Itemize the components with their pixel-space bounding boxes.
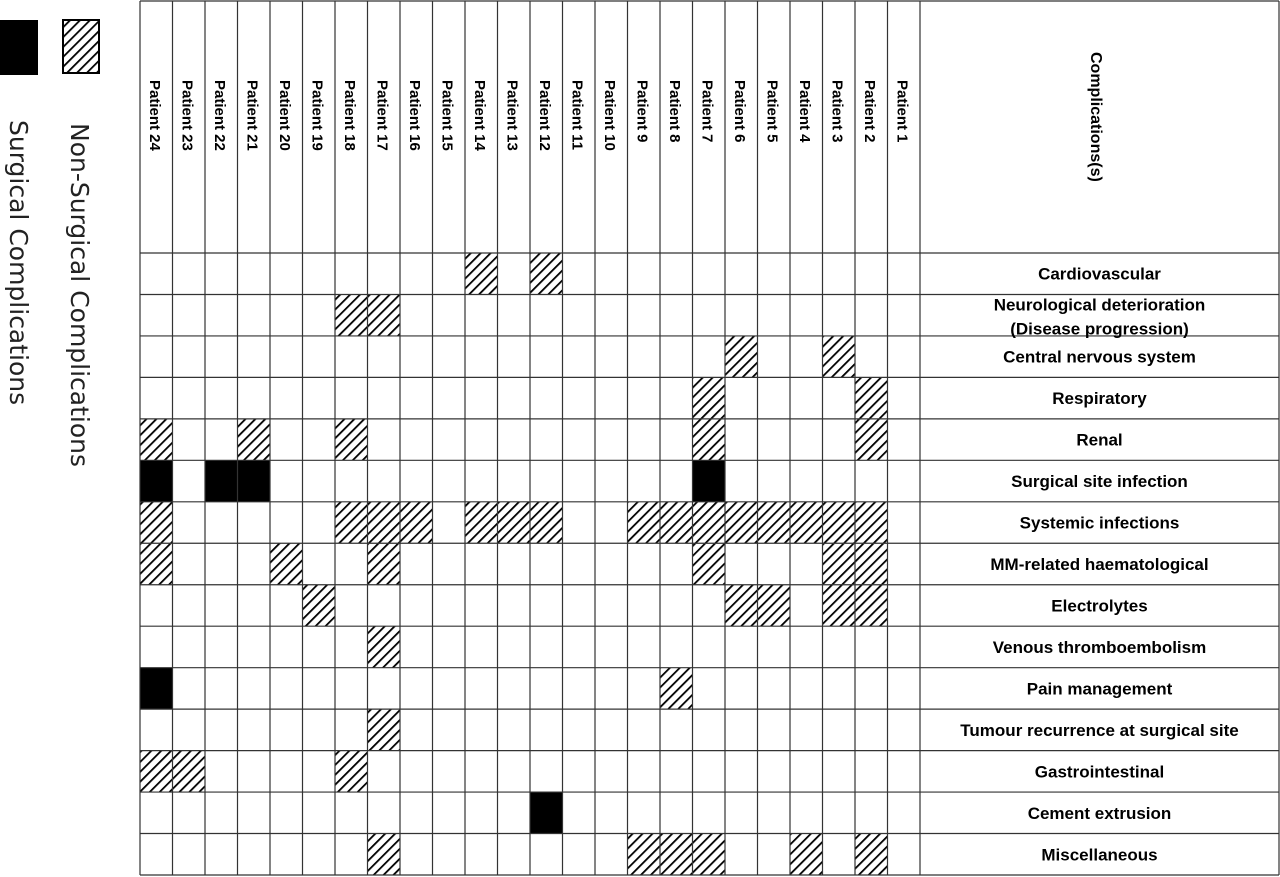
cell-surgical xyxy=(693,460,726,501)
cell-non-surgical xyxy=(823,502,856,543)
row-label: Tumour recurrence at surgical site xyxy=(960,720,1239,740)
row-label: Cement extrusion xyxy=(1027,803,1172,823)
patient-label: Patient 17 xyxy=(373,80,391,151)
patient-label: Patient 23 xyxy=(178,80,196,151)
cell-non-surgical xyxy=(530,502,563,543)
cell-non-surgical xyxy=(368,626,401,667)
cell-non-surgical xyxy=(238,419,271,460)
cell-non-surgical xyxy=(823,585,856,626)
row-label: Pain management xyxy=(1026,679,1173,699)
cell-non-surgical xyxy=(855,543,888,584)
cell-surgical xyxy=(238,460,271,501)
cell-non-surgical xyxy=(400,502,433,543)
cell-surgical xyxy=(205,460,238,501)
cell-non-surgical xyxy=(465,253,498,294)
row-label: Cardiovascular xyxy=(1038,264,1161,284)
cell-non-surgical xyxy=(173,751,206,792)
cell-non-surgical xyxy=(855,502,888,543)
row-label: Miscellaneous xyxy=(1041,845,1158,865)
cell-non-surgical xyxy=(335,502,368,543)
patient-label: Patient 12 xyxy=(536,80,553,151)
patient-label: Patient 21 xyxy=(243,80,261,151)
row-label: Neurological deterioration (Disease progression) xyxy=(993,295,1206,339)
cell-surgical xyxy=(140,668,173,709)
cell-non-surgical xyxy=(725,502,758,543)
cell-non-surgical xyxy=(758,502,791,543)
cell-non-surgical xyxy=(855,834,888,875)
cell-non-surgical xyxy=(725,585,758,626)
legend-swatch-non-surgical xyxy=(63,20,99,73)
patient-label: Patient 1 xyxy=(893,80,911,143)
cell-non-surgical xyxy=(368,502,401,543)
patient-label: Patient 14 xyxy=(471,80,488,151)
patient-label: Patient 15 xyxy=(438,80,456,151)
cell-non-surgical xyxy=(368,294,401,335)
grid-cells xyxy=(140,253,888,875)
cell-non-surgical xyxy=(628,834,661,875)
patient-label: Patient 24 xyxy=(146,80,163,151)
cell-non-surgical xyxy=(855,377,888,418)
row-labels xyxy=(960,265,1238,865)
cell-non-surgical xyxy=(628,502,661,543)
patient-label: Patient 5 xyxy=(763,80,781,143)
cell-non-surgical xyxy=(693,502,726,543)
cell-non-surgical xyxy=(270,543,303,584)
row-label: Renal xyxy=(1076,430,1123,450)
cell-non-surgical xyxy=(758,585,791,626)
patient-labels xyxy=(146,80,911,152)
row-label: Electrolytes xyxy=(1051,596,1148,616)
patient-label: Patient 7 xyxy=(698,80,716,143)
cell-non-surgical xyxy=(140,543,173,584)
patient-label: Patient 22 xyxy=(211,80,228,151)
cell-non-surgical xyxy=(465,502,498,543)
cell-non-surgical xyxy=(660,668,693,709)
cell-non-surgical xyxy=(368,543,401,584)
patient-label: Patient 9 xyxy=(633,80,651,143)
cell-non-surgical xyxy=(303,585,336,626)
patient-label: Patient 19 xyxy=(308,80,326,151)
row-label: Surgical site infection xyxy=(1011,472,1188,492)
cell-non-surgical xyxy=(823,543,856,584)
patient-label: Patient 3 xyxy=(828,80,846,143)
cell-non-surgical xyxy=(660,502,693,543)
row-label: Central nervous system xyxy=(1003,347,1196,367)
cell-non-surgical xyxy=(335,419,368,460)
patient-label: Patient 11 xyxy=(568,80,586,151)
cell-non-surgical xyxy=(530,253,563,294)
legend-label-surgical: Surgical Complications xyxy=(4,120,33,406)
cell-non-surgical xyxy=(790,502,823,543)
row-label: Venous thromboembolism xyxy=(992,637,1207,657)
cell-non-surgical xyxy=(855,585,888,626)
cell-non-surgical xyxy=(140,419,173,460)
cell-non-surgical xyxy=(693,543,726,584)
patient-label: Patient 10 xyxy=(601,80,618,151)
cell-non-surgical xyxy=(855,419,888,460)
patient-label: Patient 8 xyxy=(666,80,683,143)
cell-non-surgical xyxy=(140,502,173,543)
cell-non-surgical xyxy=(725,336,758,377)
cell-surgical xyxy=(530,792,563,833)
cell-non-surgical xyxy=(335,751,368,792)
row-label: MM-related haematological xyxy=(990,555,1209,574)
cell-non-surgical xyxy=(823,336,856,377)
patient-label: Patient 6 xyxy=(731,80,748,143)
patient-label: Patient 16 xyxy=(406,80,423,151)
legend-swatch-surgical xyxy=(0,20,38,75)
cell-non-surgical xyxy=(368,709,401,750)
patient-label: Patient 4 xyxy=(796,80,813,143)
cell-non-surgical xyxy=(693,377,726,418)
legend-label-non-surgical: Non-Surgical Complications xyxy=(65,123,94,468)
row-label: Gastrointestinal xyxy=(1034,762,1165,782)
patient-label: Patient 20 xyxy=(276,80,293,151)
cell-non-surgical xyxy=(660,834,693,875)
cell-non-surgical xyxy=(335,294,368,335)
cell-surgical xyxy=(140,460,173,501)
cell-non-surgical xyxy=(368,834,401,875)
cell-non-surgical xyxy=(693,419,726,460)
patient-label: Patient 18 xyxy=(341,80,358,151)
cell-non-surgical xyxy=(140,751,173,792)
cell-non-surgical xyxy=(693,834,726,875)
row-label: Systemic infections xyxy=(1019,513,1180,533)
column-header-complications: Complications(s) xyxy=(1087,52,1104,182)
cell-non-surgical xyxy=(790,834,823,875)
patient-label: Patient 2 xyxy=(861,80,878,143)
patient-label: Patient 13 xyxy=(503,80,521,151)
cell-non-surgical xyxy=(498,502,531,543)
row-label: Respiratory xyxy=(1052,389,1147,409)
legend xyxy=(0,20,99,467)
